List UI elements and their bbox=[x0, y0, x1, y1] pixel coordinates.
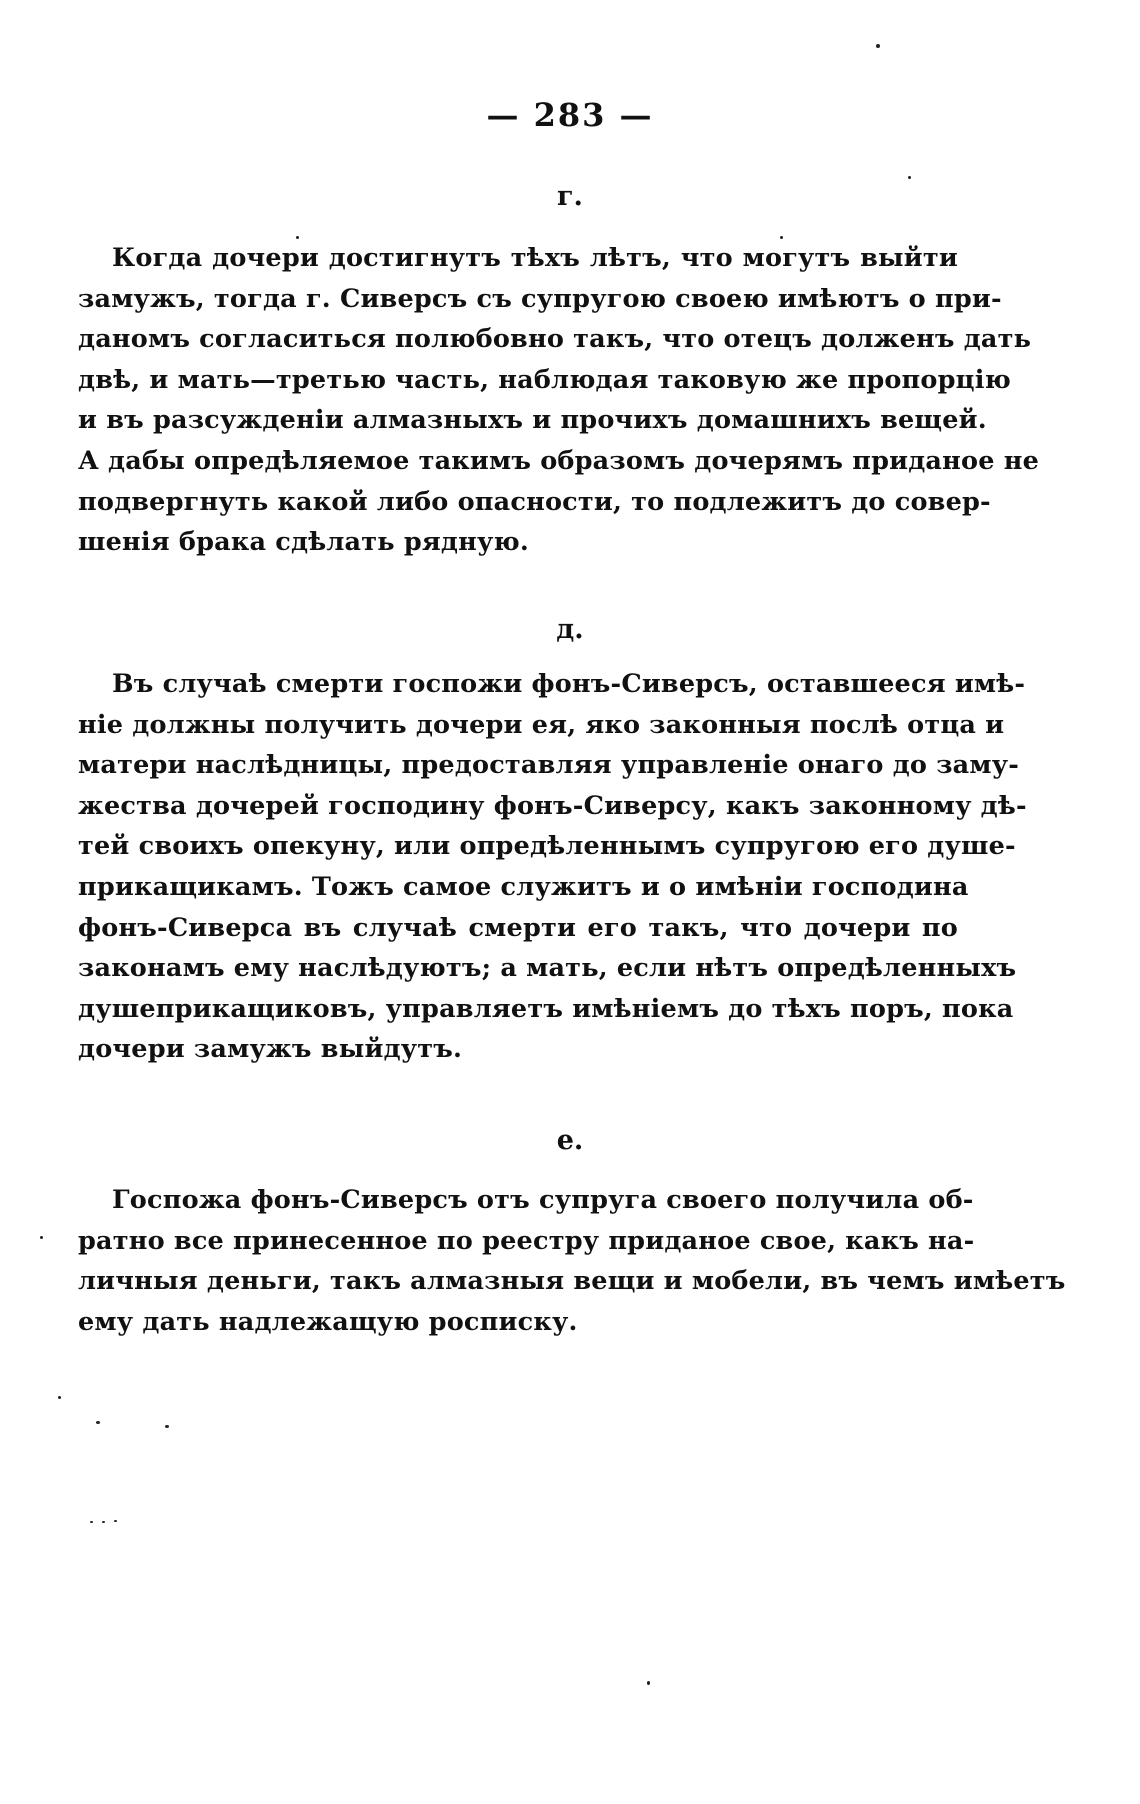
text-line: и въ разсужденіи алмазныхъ и прочихъ домашнихъ вещей. bbox=[78, 405, 987, 436]
paragraph-d bbox=[78, 664, 1027, 1070]
page-number: — 283 — bbox=[486, 96, 654, 134]
text-line: подвергнуть какой либо опасности, то подлежитъ до совер- bbox=[78, 486, 991, 517]
text-line: Въ случаѣ смерти госпожи фонъ-Сиверсъ, оставшееся имѣ- bbox=[112, 669, 1026, 699]
text-line: даномъ согласиться полюбовно такъ, что отецъ долженъ дать bbox=[78, 324, 1032, 355]
paragraph-g bbox=[78, 238, 1039, 563]
scan-speck bbox=[165, 1425, 169, 1428]
text-line: законамъ ему наслѣдуютъ; а мать, если нѣтъ опредѣленныхъ bbox=[78, 953, 1017, 984]
text-line: фонъ-Сиверса въ случаѣ смерти его такъ, что дочери по bbox=[78, 912, 958, 943]
text-line: тей своихъ опекуну, или опредѣленнымъ супругою его душе- bbox=[78, 831, 1016, 862]
scan-speck bbox=[876, 44, 880, 48]
text-line: матери наслѣдницы, предоставляя управленіе онаго до заму- bbox=[78, 750, 1020, 781]
text-line: замужъ, тогда г. Сиверсъ съ супругою своею имѣютъ о при- bbox=[78, 283, 1002, 314]
text-line: ніе должны получить дочери ея, яко законныя послѣ отца и bbox=[78, 709, 1005, 740]
scan-speck bbox=[296, 236, 299, 239]
text-line: Госпожа фонъ-Сиверсъ отъ супруга своего получила об- bbox=[112, 1185, 974, 1215]
text-line: прикащикамъ. Тожъ самое служитъ и о имѣніи господина bbox=[78, 871, 969, 902]
scan-speck bbox=[114, 1520, 117, 1522]
text-line: душеприкащиковъ, управляетъ имѣніемъ до тѣхъ поръ, пока bbox=[78, 993, 1014, 1024]
section-heading-e: е. bbox=[556, 1125, 584, 1156]
text-line: ратно все принесенное по реестру приданое свое, какъ на- bbox=[78, 1225, 975, 1256]
text-line: жества дочерей господину фонъ-Сиверсу, какъ законному дѣ- bbox=[78, 790, 1027, 821]
scan-speck bbox=[96, 1421, 100, 1424]
text-line: двѣ, и мать—третью часть, наблюдая таковую же пропорцію bbox=[78, 364, 1011, 395]
scan-speck bbox=[647, 1681, 650, 1685]
text-line: ему дать надлежащую росписку. bbox=[78, 1306, 578, 1337]
section-heading-g: г. bbox=[557, 181, 583, 212]
scan-speck bbox=[780, 236, 783, 239]
paragraph-e bbox=[78, 1180, 1066, 1342]
text-line: дочери замужъ выйдутъ. bbox=[78, 1034, 463, 1065]
scan-speck bbox=[58, 1396, 61, 1399]
scan-speck bbox=[908, 176, 911, 179]
text-line: Когда дочери достигнутъ тѣхъ лѣтъ, что могутъ выйти bbox=[112, 243, 958, 273]
scan-speck bbox=[102, 1521, 105, 1523]
text-line: личныя деньги, такъ алмазныя вещи и мобели, въ чемъ имѣетъ bbox=[78, 1266, 1066, 1297]
text-line: А дабы опредѣляемое такимъ образомъ дочерямъ приданое не bbox=[78, 445, 1039, 476]
scan-speck bbox=[40, 1236, 43, 1239]
scan-speck bbox=[90, 1521, 93, 1523]
section-heading-d: д. bbox=[556, 614, 584, 645]
text-line: шенія брака сдѣлать рядную. bbox=[78, 527, 529, 558]
